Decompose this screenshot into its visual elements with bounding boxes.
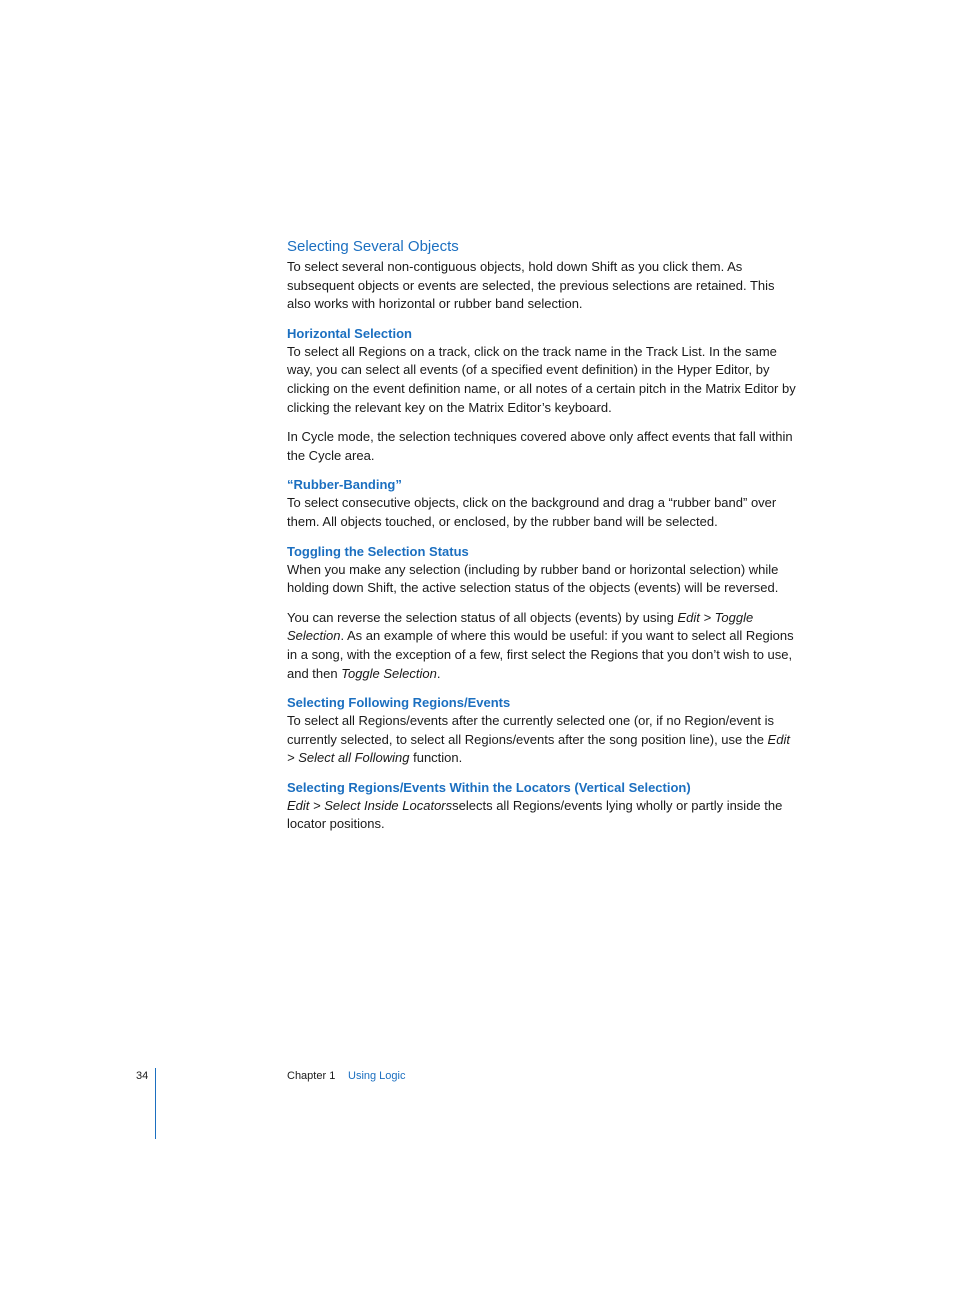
toggling-text-a: You can reverse the selection status of all objects (events) by using xyxy=(287,609,678,625)
section-title: Selecting Several Objects xyxy=(287,238,459,255)
section-intro: To select several non-contiguous objects, hold down Shift as you click them. As subsequent objects or events are selected, the previous selections are retained. This also works with horizontal or rubber band selection. xyxy=(287,259,775,312)
following-paragraph xyxy=(287,712,797,768)
horizontal-selection-heading: Horizontal Selection xyxy=(287,325,412,341)
toggling-paragraph-2 xyxy=(287,609,797,683)
toggling-paragraph-1: When you make any selection (including by rubber band or horizontal selection) while holding down Shift, the active selection status of the objects (events) will be reversed. xyxy=(287,561,779,596)
horizontal-selection-paragraph-2: In Cycle mode, the selection techniques covered above only affect events that fall within the Cycle area. xyxy=(287,429,793,463)
toggling-heading: Toggling the Selection Status xyxy=(287,543,469,559)
main-content xyxy=(287,236,797,834)
following-text-a: To select all Regions/events after the currently selected one (or, if no Region/event is currently selected, to select all Regions/events after the song position line), use the xyxy=(287,713,775,747)
locators-heading: Selecting Regions/Events Within the Locators (Vertical Selection) xyxy=(287,779,691,795)
locators-paragraph xyxy=(287,797,797,834)
horizontal-selection-paragraph-1: To select all Regions on a track, click on the track name in the Track List. In the same way, you can select all events (of a specified event definition) in the Hyper Editor, by clicking on the event definition name, or all notes of a certain pitch in the Matrix Editor by clicking the relevant key on the Matrix Editor’s keyboard. xyxy=(287,343,796,415)
footer-chapter-title: Using Logic xyxy=(348,1070,406,1082)
toggle-selection-command: Toggle Selection xyxy=(341,665,437,681)
following-text-c: function. xyxy=(409,750,463,766)
footer-divider xyxy=(155,1068,156,1139)
following-heading: Selecting Following Regions/Events xyxy=(287,695,511,711)
toggle-selection-menu-path: Edit > Toggle Selection xyxy=(287,609,754,644)
select-all-following-menu-path: Edit > Select all Following xyxy=(287,731,790,766)
page-number: 34 xyxy=(136,1070,149,1082)
toggling-text-e: . xyxy=(436,665,441,681)
footer-chapter-label: Chapter 1 xyxy=(287,1070,336,1082)
toggling-text-c: . As an example of where this would be useful: if you want to select all Regions in a song, with the exception of a few, first select the Regions that you don’t wish to use, and then xyxy=(287,628,794,681)
rubber-banding-heading: “Rubber-Banding” xyxy=(287,477,402,493)
select-inside-locators-menu-path: Edit > Select Inside Locators xyxy=(287,797,453,813)
rubber-banding-paragraph: To select consecutive objects, click on the background and drag a “rubber band” over them. All objects touched, or enclosed, by the rubber band will be selected. xyxy=(287,495,777,529)
locators-text-b: selects all Regions/events lying wholly or partly inside the locator positions. xyxy=(287,797,783,832)
